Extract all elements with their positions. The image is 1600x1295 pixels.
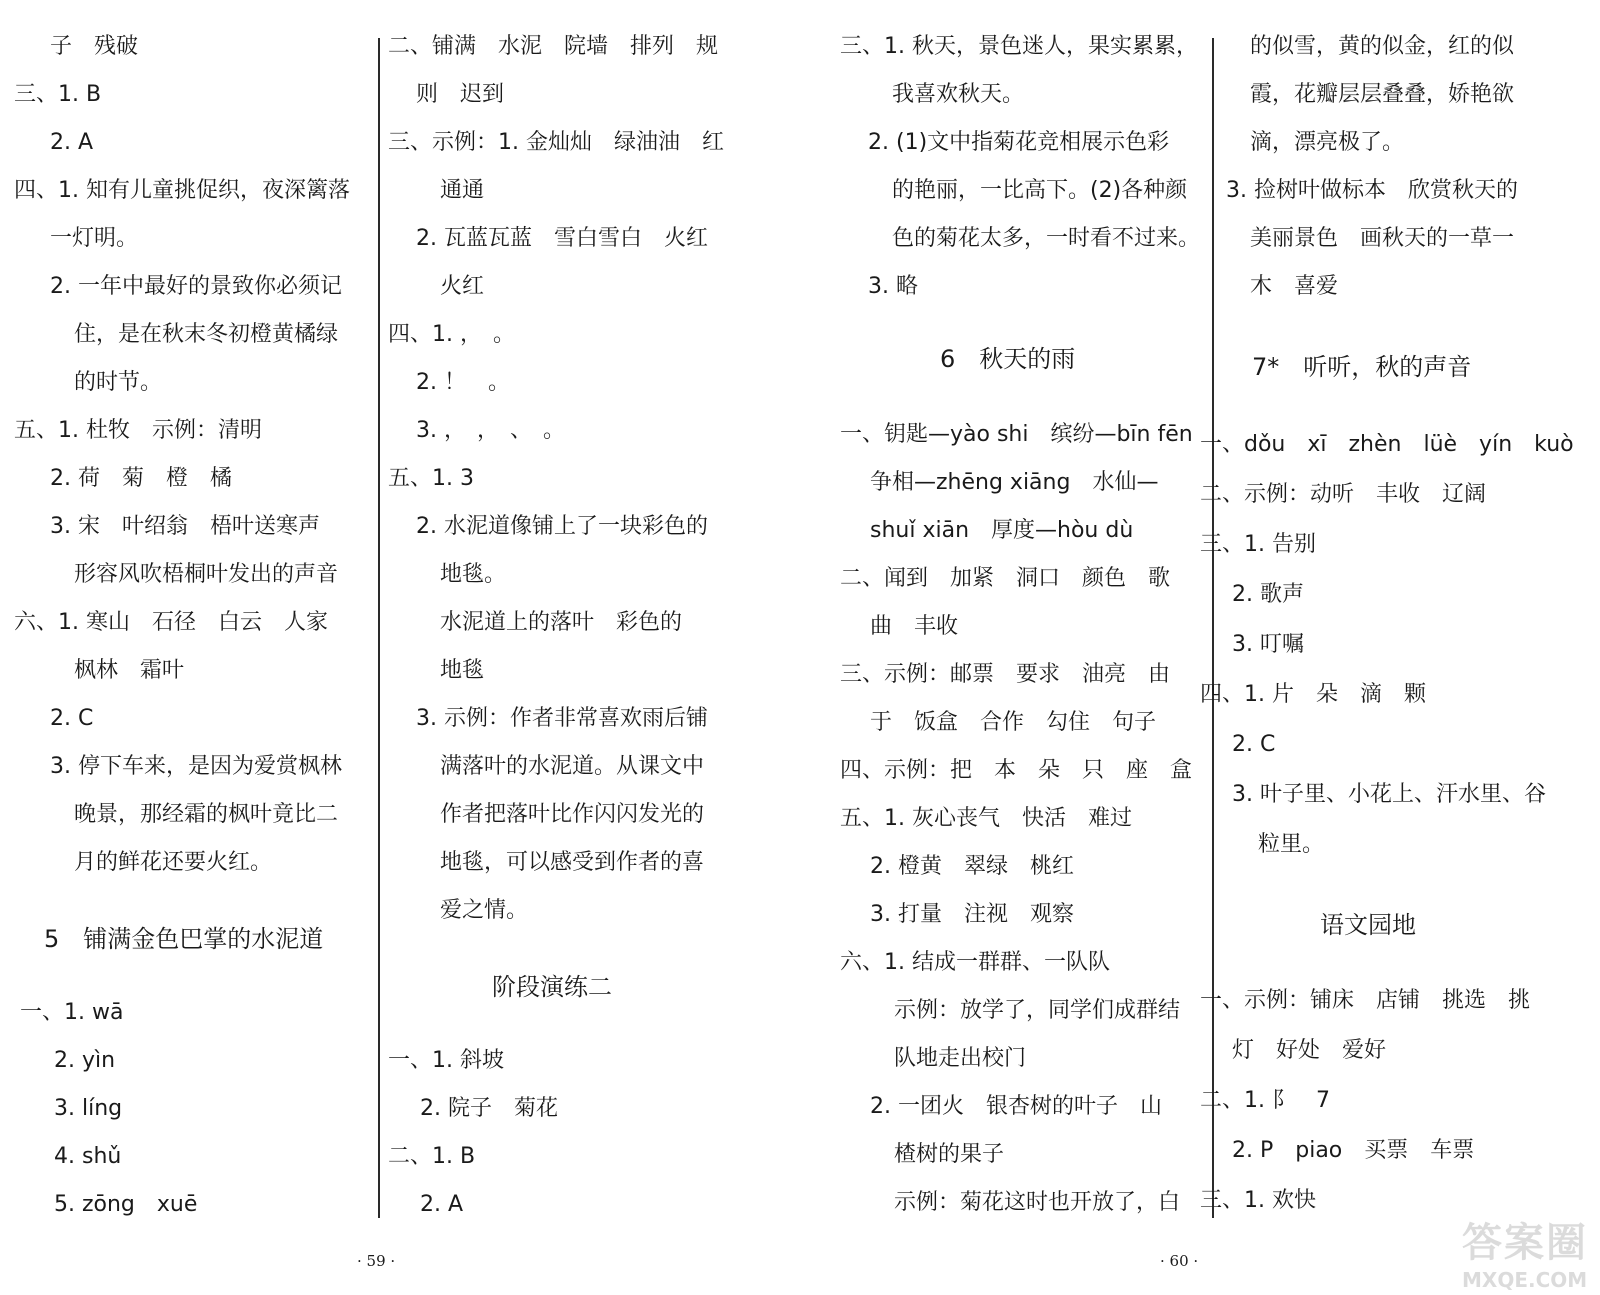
answer-line: 3. 叶子里、小花上、汗水里、谷 <box>1232 782 1546 807</box>
answer-line: 3. 叮嘱 <box>1232 632 1304 657</box>
answer-line: 3. 捡树叶做标本 欣赏秋天的 <box>1226 178 1518 203</box>
answer-line: 木 喜爱 <box>1250 274 1339 299</box>
answer-line: 爱之情。 <box>440 898 529 923</box>
answer-line: 3. 打量 注视 观察 <box>870 902 1074 927</box>
answer-line: 2. 水泥道像铺上了一块彩色的 <box>416 514 708 539</box>
answer-line: 3. líng <box>54 1096 123 1121</box>
answer-line: 火红 <box>440 274 485 299</box>
answer-line: 2. 瓦蓝瓦蓝 雪白雪白 火红 <box>416 226 708 251</box>
answer-line: 5. zōng xuē <box>54 1192 198 1217</box>
answer-line: 水泥道上的落叶 彩色的 <box>440 610 683 635</box>
answer-line: 三、示例：1. 金灿灿 绿油油 红 <box>388 130 724 155</box>
answer-line: 地毯。 <box>440 562 507 587</box>
answer-line: 2. P piao 买票 车票 <box>1232 1138 1475 1163</box>
answer-line: 美丽景色 画秋天的一草一 <box>1250 226 1515 251</box>
answer-line: 则 迟到 <box>416 82 505 107</box>
answer-line: 地毯 <box>440 658 485 683</box>
section-heading: 5 铺满金色巴掌的水泥道 <box>44 925 324 953</box>
answer-line: 2. 院子 菊花 <box>420 1096 558 1121</box>
answer-line: 于 饭盒 合作 勾住 句子 <box>870 710 1157 735</box>
answer-line: 曲 丰收 <box>870 614 959 639</box>
answer-line: 2. C <box>50 706 94 731</box>
page-number: · 60 · <box>1160 1252 1199 1270</box>
answer-line: 3. ， ， 、 。 <box>416 418 565 443</box>
answer-line: 一、dǒu xī zhèn lüè yín kuò <box>1200 432 1574 457</box>
answer-line: 子 残破 <box>50 34 139 59</box>
answer-line: shuǐ xiān 厚度—hòu dù <box>870 518 1134 543</box>
answer-line: 的艳丽，一比高下。(2)各种颜 <box>892 178 1188 203</box>
answer-line: 2. 荷 菊 橙 橘 <box>50 466 232 491</box>
answer-line: 色的菊花太多，一时看不过来。 <box>892 226 1201 251</box>
watermark <box>1462 1211 1592 1291</box>
answer-line: 二、1. 阝 7 <box>1200 1088 1330 1113</box>
answer-line: 地毯，可以感受到作者的喜 <box>440 850 705 875</box>
answer-line: 2. A <box>50 130 94 155</box>
answer-line: 二、闻到 加紧 洞口 颜色 歌 <box>840 566 1171 591</box>
column-divider <box>378 38 380 1218</box>
answer-line: 二、1. B <box>388 1144 476 1169</box>
answer-line: 三、示例：邮票 要求 油亮 由 <box>840 662 1171 687</box>
answer-line: 2. ！ 。 <box>416 370 510 395</box>
column-divider <box>1212 38 1214 1218</box>
answer-line: 2. C <box>1232 732 1276 757</box>
answer-line: 三、1. B <box>14 82 102 107</box>
answer-line: 五、1. 杜牧 示例：清明 <box>14 418 262 443</box>
answer-line: 一、1. wā <box>20 1000 124 1025</box>
answer-line: 三、1. 欢快 <box>1200 1188 1316 1213</box>
watermark-logo-text: 答案圈 <box>1462 1220 1588 1266</box>
answer-line: 四、示例：把 本 朵 只 座 盒 <box>840 758 1193 783</box>
answer-line: 住，是在秋末冬初橙黄橘绿 <box>74 322 339 347</box>
answer-line: 一、钥匙—yào shi 缤纷—bīn fēn <box>840 422 1193 447</box>
answer-line: 粒里。 <box>1258 832 1325 857</box>
answer-line: 霞，花瓣层层叠叠，娇艳欲 <box>1250 82 1515 107</box>
answer-line: 示例：菊花这时也开放了，白 <box>894 1190 1181 1215</box>
answer-line: 四、1. 片 朵 滴 颗 <box>1200 682 1426 707</box>
section-heading: 阶段演练二 <box>492 973 612 1001</box>
answer-line: 滴，漂亮极了。 <box>1250 130 1405 155</box>
section-heading: 语文园地 <box>1320 911 1416 939</box>
answer-line: 2. yìn <box>54 1048 116 1073</box>
answer-line: 满落叶的水泥道。从课文中 <box>440 754 705 779</box>
answer-line: 3. 宋 叶绍翁 梧叶送寒声 <box>50 514 320 539</box>
answer-line: 月的鲜花还要火红。 <box>74 850 273 875</box>
answer-line: 作者把落叶比作闪闪发光的 <box>440 802 705 827</box>
answer-line: 三、1. 告别 <box>1200 532 1316 557</box>
answer-line: 2. 歌声 <box>1232 582 1304 607</box>
answer-line: 我喜欢秋天。 <box>892 82 1025 107</box>
answer-line: 2. 一年中最好的景致你必须记 <box>50 274 342 299</box>
answer-line: 五、1. 灰心丧气 快活 难过 <box>840 806 1132 831</box>
answer-line: 2. (1)文中指菊花竞相展示色彩 <box>868 130 1170 155</box>
answer-line: 3. 略 <box>868 274 918 299</box>
answer-line: 2. A <box>420 1192 464 1217</box>
answer-line: 2. 一团火 银杏树的叶子 山 <box>870 1094 1162 1119</box>
answer-line: 4. shǔ <box>54 1144 122 1169</box>
answer-line: 三、1. 秋天，景色迷人，果实累累， <box>840 34 1198 59</box>
answer-line: 六、1. 结成一群群、一队队 <box>840 950 1110 975</box>
answer-line: 的似雪，黄的似金，红的似 <box>1250 34 1515 59</box>
answer-line: 六、1. 寒山 石径 白云 人家 <box>14 610 328 635</box>
answer-line: 的时节。 <box>74 370 163 395</box>
answer-line: 2. 橙黄 翠绿 桃红 <box>870 854 1074 879</box>
answer-line: 示例：放学了，同学们成群结 <box>894 998 1181 1023</box>
answer-line: 晚景，那经霜的枫叶竟比二 <box>74 802 339 827</box>
answer-line: 一、1. 斜坡 <box>388 1048 504 1073</box>
answer-line: 二、铺满 水泥 院墙 排列 规 <box>388 34 719 59</box>
answer-line: 通通 <box>440 178 485 203</box>
answer-line: 五、1. 3 <box>388 466 474 491</box>
answer-line: 一灯明。 <box>50 226 139 251</box>
answer-line: 3. 示例：作者非常喜欢雨后铺 <box>416 706 708 731</box>
answer-line: 四、1. 知有儿童挑促织，夜深篱落 <box>14 178 350 203</box>
answer-line: 二、示例：动听 丰收 辽阔 <box>1200 482 1487 507</box>
answer-line: 队地走出校门 <box>894 1046 1027 1071</box>
section-heading: 7* 听听，秋的声音 <box>1252 353 1472 381</box>
answer-line: 楂树的果子 <box>894 1142 1005 1167</box>
answer-line: 四、1. ， 。 <box>388 322 515 347</box>
answer-line: 争相—zhēng xiāng 水仙— <box>870 470 1159 495</box>
answer-line: 一、示例：铺床 店铺 挑选 挑 <box>1200 988 1531 1013</box>
page-number: · 59 · <box>357 1252 396 1270</box>
watermark-url: MXQE.COM <box>1462 1268 1588 1292</box>
answer-line: 3. 停下车来，是因为爱赏枫林 <box>50 754 342 779</box>
answer-line: 灯 好处 爱好 <box>1232 1038 1387 1063</box>
answer-line: 枫林 霜叶 <box>74 658 185 683</box>
answer-line: 形容风吹梧桐叶发出的声音 <box>74 562 339 587</box>
section-heading: 6 秋天的雨 <box>940 345 1076 373</box>
